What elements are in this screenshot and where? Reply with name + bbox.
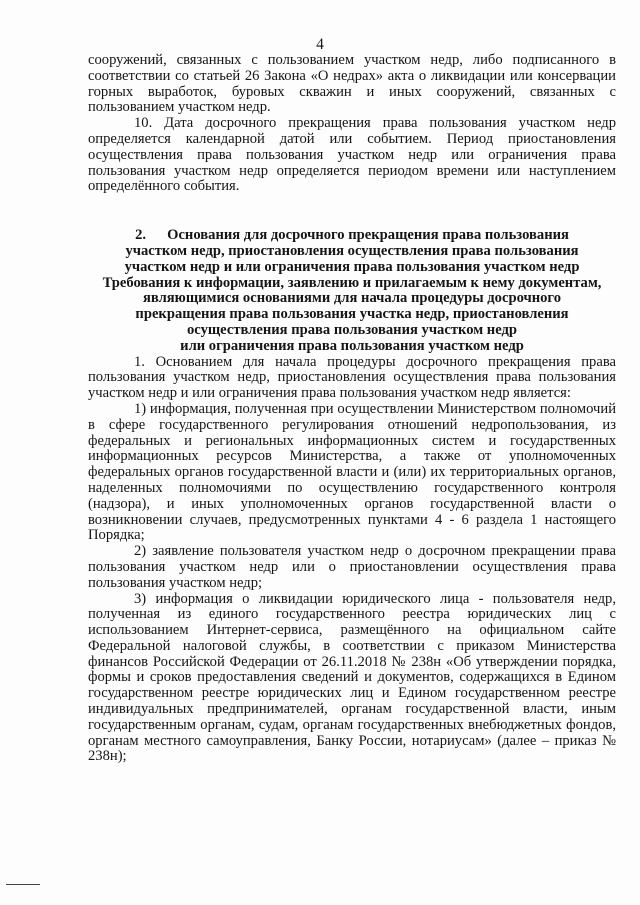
item-1: 1. Основанием для начала процедуры досрочного прекращения права пользования участком недр, приостановления осуществления права пользования участком недр и или ограничения права пользования участком недр является: bbox=[88, 353, 616, 402]
section-number: 2. bbox=[135, 227, 147, 244]
section-heading bbox=[88, 228, 616, 354]
heading-line-4: Требования к информации, заявлению и прилагаемым к нему документам, bbox=[102, 274, 602, 291]
heading-line-7: осуществления права пользования участком недр bbox=[186, 321, 518, 338]
heading-line-2: участком недр, приостановления осуществления права пользования bbox=[125, 242, 579, 259]
heading-line-6: прекращения права пользования участка недр, приостановления bbox=[135, 306, 569, 323]
document-body bbox=[88, 53, 616, 765]
paragraph-10: 10. Дата досрочного прекращения права пользования участком недр определяется календарной датой или событием. Период приостановления осуществления права пользования участком недр или ограничения права пользования участком недр определяется периодом времени или наступлением определённого события. bbox=[88, 115, 616, 195]
heading-line-5: являющимися основаниями для начала процедуры досрочного bbox=[143, 290, 561, 307]
footnote-divider bbox=[6, 884, 40, 885]
page-number: 4 bbox=[316, 36, 324, 53]
heading-line-1: 2. Основания для досрочного прекращения права пользования bbox=[135, 227, 569, 244]
subitem-2: 2) заявление пользователя участком недр о досрочном прекращении права пользования участком недр или о приостановлении осуществления права пользования участком недр; bbox=[88, 543, 616, 591]
paragraph-continuation: сооружений, связанных с пользованием участком недр, либо подписанного в соответствии со статьей 26 Закона «О недрах» акта о ликвидации или консервации горных выработок, буровых скважин и иных сооружений, связанных с пользованием участком недр. bbox=[88, 52, 616, 116]
heading-line-8: или ограничения права пользования участком недр bbox=[180, 337, 524, 354]
heading-line-3: участком недр и или ограничения права пользования участком недр bbox=[124, 258, 580, 275]
subitem-1: 1) информация, полученная при осуществлении Министерством полномочий в сфере государственного регулирования отношений недропользования, из федеральных и региональных информационных систем и государственных информационных ресурсов Министерства, а также от уполномоченных федеральных органов государственной власти и (или) их территориальных органов, наделенных полномочиями по осуществлению государственного контроля (надзора), и иных уполномоченных органов государственной власти о возникновении случаев, предусмотренных пунктами 4 - 6 раздела 1 настоящего Порядка; bbox=[88, 400, 616, 544]
subitem-3: 3) информация о ликвидации юридического лица - пользователя недр, полученная из единого государственного реестра юридических лиц с использованием Интернет-сервиса, размещённого на официальном сайте Федеральной налоговой службы, в соответствии с приказом Министерства финансов Российской Федерации от 26.11.2018 № 238н «Об утверждении порядка, формы и сроков предоставления сведений и документов, содержащихся в Едином государственном реестре юридических лиц и Едином государственном реестре индивидуальных предпринимателей, органам государственной власти, иным государственным органам, судам, органам государственных внебюджетных фондов, органам местного самоуправления, Банку России, нотариусам» (далее – приказ № 238н); bbox=[88, 590, 616, 765]
